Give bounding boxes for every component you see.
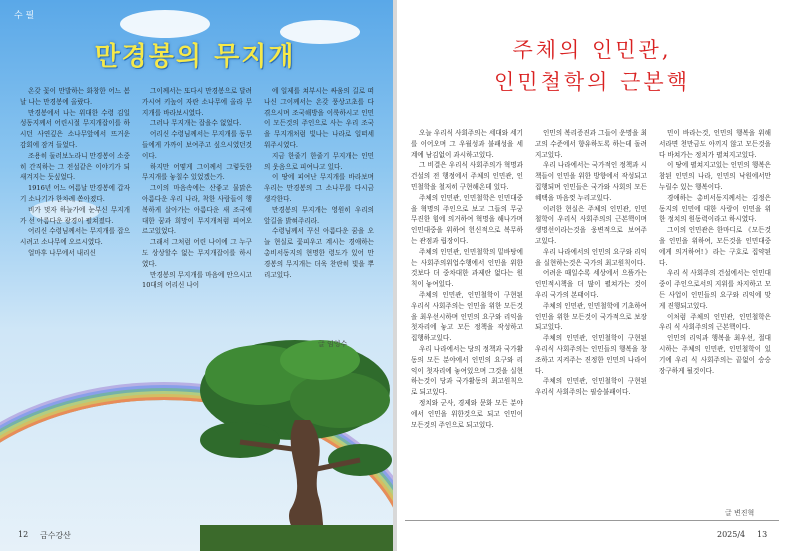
paragraph: 주체의 인민관, 인민철학이 구현된 우리식 사회주의는 인민을 위한 모든것을 최우선시하며 인민의 요구와 리익을 첫자리에 놓고 모든 정책을 작성하고 집행하고있다. [411,290,523,343]
paragraph: 이처럼 주체의 인민관, 인민철학은 우리 식 사회주의의 근본핵이다. [659,312,771,332]
paragraph: 인민의 리익과 행복을 최우선, 절대시하는 주체의 인민관, 인민철학이 있기에 우리 식 사회주의는 끝없이 승승장구하게 될것이다. [659,334,771,375]
article-column-3 [659,128,771,376]
left-page [0,0,393,551]
author-credit: 글 변진혁 [725,509,755,517]
paragraph: 만경봉의 무지개는 영원히 우리의 앞길을 밝혀주리라. [264,205,374,225]
paragraph: 수령님께서 꾸신 아름다운 꿈을 오늘 현실로 꽃피우고 계시는 경애하는 총비서동지의 현명한 령도가 있어 만경봉의 무지개는 더욱 찬란히 빛을 뿌리고있다. [264,227,374,279]
paragraph: 주체의 인민관, 인민철학의 밑바탕에는 사회주의위업수행에서 인민을 위한것보다 더 중차대한 과제란 없다는 원칙이 놓여있다. [411,247,523,289]
page-number: 12 [18,530,29,539]
paragraph: 어리신 수령님께서는 무지개를 동무들에게 가까이 보여주고 싶으시였던것이다. [142,130,252,160]
paragraph: 경애하는 총비서동지께서는 김정은동지의 인민에 대한 사랑이 인민을 위한 정치의 원동력이라고 하시였다. [659,193,771,224]
paragraph: 그이께서는 또다시 만경봉으로 달려가시여 키높이 자란 소나무에 올라 무지개를 바라보시였다. [142,87,252,117]
paragraph: 주체의 인민관, 인민철학은 인민대중을 혁명의 주인으로 보고 그들의 무궁무진한 힘에 의거하여 혁명을 해나가며 인민대중을 위하여 헌신적으로 복무하는 관점과 립장이다. [411,193,523,245]
paragraph: 그이의 인민관은 한마디로 《모든것을 인민을 위하여, 모든것을 인민대중에게 의거하여!》라는 구호로 집약된다. [659,226,771,267]
paragraph: 이 땅에 피여난 무지개를 바라보며 우리는 만경봉의 그 소나무를 다시금 생각한다. [264,173,374,203]
article-column-2 [535,128,647,398]
article-column-1 [20,86,130,259]
paragraph: 우리 나라에서는 국가적인 정책과 시책들이 인민을 위한 방향에서 작성되고 집행되며 인민들은 국가와 사회의 모든 혜택을 마음껏 누리고있다. [535,161,647,202]
paragraph: 그 비결은 우리식 사회주의가 혁명과 건설의 전 행정에서 주체의 인민관, 인민철학을 철저히 구현해온데 있다. [411,161,523,191]
paragraph: 주체의 인민관, 인민철학이 구현된 우리식 사회주의는 인민들의 행복을 창조하고 지켜주는 진정한 인민의 나라이다. [535,334,647,375]
section-label: 수 필 [14,11,35,21]
paragraph: 오늘 우리식 사회주의는 세대와 세기를 이어오며 그 우월성과 불패성을 세계에 남김없이 과시하고있다. [411,129,523,159]
magazine-name: 금수강산 [40,531,71,540]
paragraph: 만경봉의 무지개를 마음에 안으시고 10대의 어리신 나이 [142,270,252,290]
page-title: 만경봉의 무지개 [94,42,296,72]
article-column-3 [264,86,374,280]
footer-divider [405,520,779,521]
paragraph: 정치와 군사, 경제와 문화 모든 분야에서 인민을 위한것으로 되고 인민이 모든것의 주인으로 되고있다. [411,398,523,429]
paragraph: 우리 나라에서의 인민의 요구와 리익을 실현하는것은 국가의 최고원칙이다. [535,247,647,267]
paragraph: 비가 멎자 하늘가에 눈부신 무지개가 선 아름다운 광경이 펼쳐졌다. [20,205,130,225]
paragraph: 온갖 꽃이 만발하는 화창한 어느 봄날 나는 만경봉에 올랐다. [20,87,130,106]
page-title-line2: 인민철학의 근본핵 [494,70,690,94]
paragraph: 그이의 마음속에는 산좋고 물맑은 아름다운 우리 나라, 착한 사람들이 행복하게 살아가는 아름다운 새 조국에 대한 꿈과 희망이 무지개처럼 피여오르고있었다. [142,184,252,236]
paragraph: 얼마후 나무에서 내리신 [28,248,96,257]
paragraph: 그래서 그처럼 어린 나이에 그 누구도 상상할수 없는 무지개잡이를 하시였다. [142,238,252,268]
paragraph: 조용히 둘러보노라니 만경봉이 소중히 간직하는 그 전설같은 이야기가 되새겨지는 듯싶었다. [20,151,130,182]
author-credit: 글 임영수 [318,340,348,348]
article-column-2 [142,86,252,291]
paragraph: 하지만 어떻게 그이께서 그렇듯한 무지개를 놓칠수 있었겠는가. [142,162,252,182]
paragraph: 이러한 현실은 주체의 인민관, 인민철학이 우리식 사회주의의 근본핵이며 생명선이라는것을 웅변적으로 보여주고있다. [535,204,647,245]
paragraph: 이 땅에 펼쳐지고있는 인민의 행복은 참된 인민의 나라, 인민의 낙원에서만 누릴수 있는 행복이다. [659,161,771,191]
page-number: 13 [757,530,768,539]
paragraph: 에 일제를 쳐부시는 싸움의 길로 떠나신 그이께서는 온갖 풍상고초를 다 겪으시며 조국해방을 이룩하시고 인민이 모든것의 주인으로 사는 우리 조국을 무지개처럼 빛나는 나라로 일떠세워주시였다. [264,87,374,149]
paragraph: 그러나 무지개는 잡을수 없었다. [150,119,242,128]
paragraph: 우리 식 사회주의 건설에서는 인민대중이 주인으로서의 지위를 차지하고 모든 사업이 인민들의 요구와 리익에 맞게 진행되고있다. [659,269,771,310]
paragraph: 인민의 복리증진과 그들이 운명을 최고의 수준에서 향유하도록 하는데 돌려지고있다. [535,129,647,159]
article-column-1 [411,128,523,430]
pine-tree-illustration [200,330,393,551]
paragraph: 1916년 어느 여름날 만경봉에 갑자기 소나기가 한차례 쏟아졌다. [20,184,130,203]
paragraph: 어리신 수령님께서는 무지개를 잡으시려고 소나무에 오르시였다. [20,227,130,247]
cloud [120,10,210,38]
paragraph: 주체의 인민관, 인민철학에 기초하여 인민을 위한 모든것이 국가적으로 보장되고있다. [535,301,647,332]
paragraph: 우리 나라에서는 당의 정책과 국가활동의 모든 분야에서 인민의 요구와 리익이 첫자리에 놓여있으며 그것을 실현하는것이 당과 국가활동의 최고원칙으로 되고있다. [411,344,523,397]
issue-number: 2025/4 [717,530,746,539]
paragraph: 만경봉에서 나는 위대한 수령 김일성동지께서 어린시절 무지개잡이를 하시던 사연깊은 소나무앞에서 뜨거운 감회에 잠겨 들었다. [20,108,130,149]
paragraph: 민이 바라는것, 인민의 행복을 위해서라면 천만금도 아끼지 않고 모든것을 다 바쳐가는 정치가 펼쳐지고있다. [659,129,771,159]
paragraph: 어려운 때일수록 세상에서 으뜸가는 인민적시책을 더 많이 펼쳐가는 것이 우리 국가의 본태이다. [535,269,647,299]
page-title-line1: 주체의 인민관, [512,38,672,62]
paragraph: 주체의 인민관, 인민철학이 구현된 우리식 사회주의는 필승불패이다. [535,377,647,397]
right-page [397,0,787,551]
paragraph: 지금 한줄기 한줄기 무지개는 인민의 웃음으로 피여나고 있다. [264,151,374,171]
